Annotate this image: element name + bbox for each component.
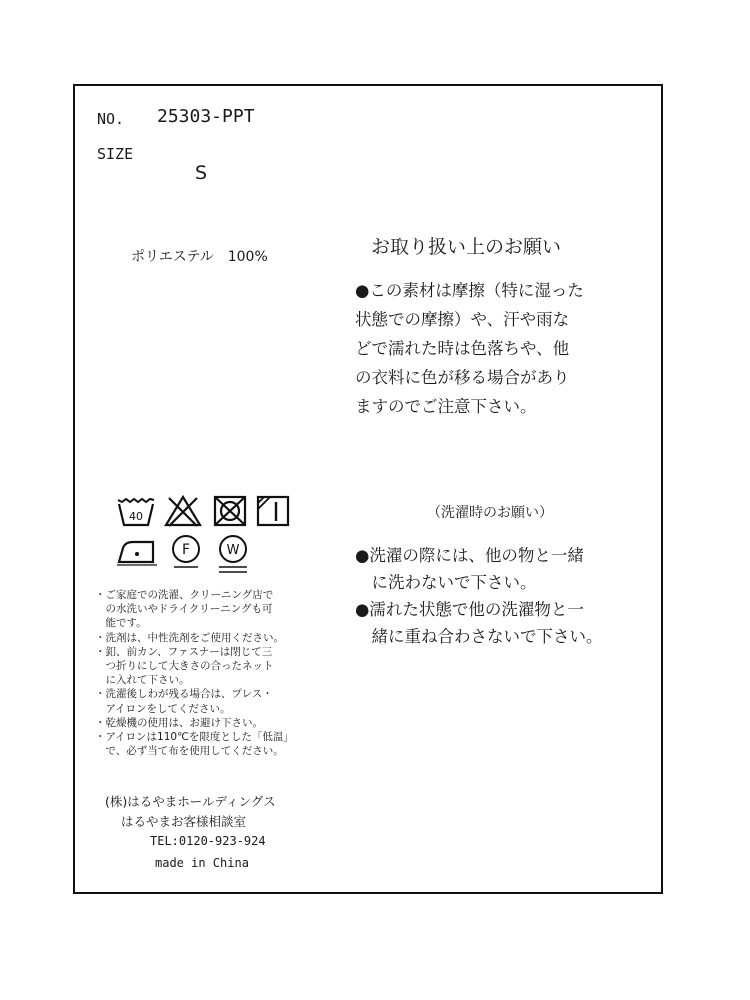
dry-clean-f-icon bbox=[169, 534, 203, 570]
care-symbols bbox=[115, 494, 305, 584]
care-note: で、必ず当て布を使用してください。 bbox=[95, 745, 284, 758]
wash-line: ●濡れた状態で他の洗濯物と一 bbox=[355, 600, 584, 619]
care-label bbox=[73, 84, 663, 894]
handling-request-text bbox=[355, 276, 655, 421]
washing-request-heading: （洗濯時のお願い） bbox=[427, 505, 553, 521]
phone-number: TEL:0120-923-924 bbox=[150, 834, 266, 848]
no-bleach-icon bbox=[163, 494, 203, 528]
wet-clean-w-icon bbox=[215, 534, 251, 576]
line-dry-shade-icon bbox=[255, 494, 291, 528]
care-note: の水洗いやドライクリーニングも可 bbox=[95, 603, 273, 616]
care-note: ・洗剤は、中性洗剤をご使用ください。 bbox=[95, 631, 284, 644]
material-composition: ポリエステル 100% bbox=[131, 249, 268, 265]
svg-text:F: F bbox=[181, 542, 191, 558]
product-number: 25303-PPT bbox=[157, 106, 255, 127]
care-note: ・アイロンは110℃を限度とした「低温」 bbox=[95, 731, 294, 744]
size-label: SIZE bbox=[97, 145, 134, 163]
request-line: ますのでご注意下さい。 bbox=[355, 397, 537, 416]
handling-request-heading: お取り扱い上のお願い bbox=[371, 236, 562, 258]
size-value: S bbox=[195, 162, 208, 184]
wash-line: ●洗濯の際には、他の物と一緒 bbox=[355, 546, 584, 565]
company-name: (株)はるやまホールディングス bbox=[105, 794, 276, 809]
request-line: ●この素材は摩擦（特に湿った bbox=[355, 281, 584, 300]
no-tumble-dry-icon bbox=[211, 494, 249, 528]
wash-line: に洗わないで下さい。 bbox=[355, 573, 537, 592]
iron-low-icon bbox=[115, 536, 159, 566]
care-note: つ折りにして大きさの合ったネット bbox=[95, 660, 274, 673]
care-notes bbox=[95, 588, 325, 758]
care-note: ・ご家庭での洗濯、クリーニング店で bbox=[95, 589, 274, 601]
care-note: 能です。 bbox=[95, 617, 147, 630]
wash-line: 緒に重ね合わさないで下さい。 bbox=[355, 627, 603, 646]
care-note: に入れて下さい。 bbox=[95, 674, 190, 687]
country-of-origin: made in China bbox=[155, 856, 249, 870]
care-note: アイロンをしてください。 bbox=[95, 702, 231, 715]
svg-text:40: 40 bbox=[129, 510, 143, 523]
care-note: ・洗濯後しわが残る場合は、プレス・ bbox=[95, 688, 273, 701]
svg-text:W: W bbox=[226, 543, 240, 558]
product-number-label: NO. bbox=[97, 110, 125, 128]
care-note: ・乾燥機の使用は、お避け下さい。 bbox=[95, 716, 263, 729]
customer-service: はるやまお客様相談室 bbox=[121, 814, 247, 829]
care-note: ・釦、前カン、ファスナーは閉じて三 bbox=[95, 645, 273, 658]
washing-request-text bbox=[355, 542, 655, 650]
request-line: どで濡れた時は色落ちや、他 bbox=[355, 339, 570, 358]
wash-40-icon bbox=[115, 494, 157, 528]
request-line: 状態での摩擦）や、汗や雨な bbox=[355, 310, 570, 329]
request-line: の衣料に色が移る場合があり bbox=[355, 368, 570, 387]
